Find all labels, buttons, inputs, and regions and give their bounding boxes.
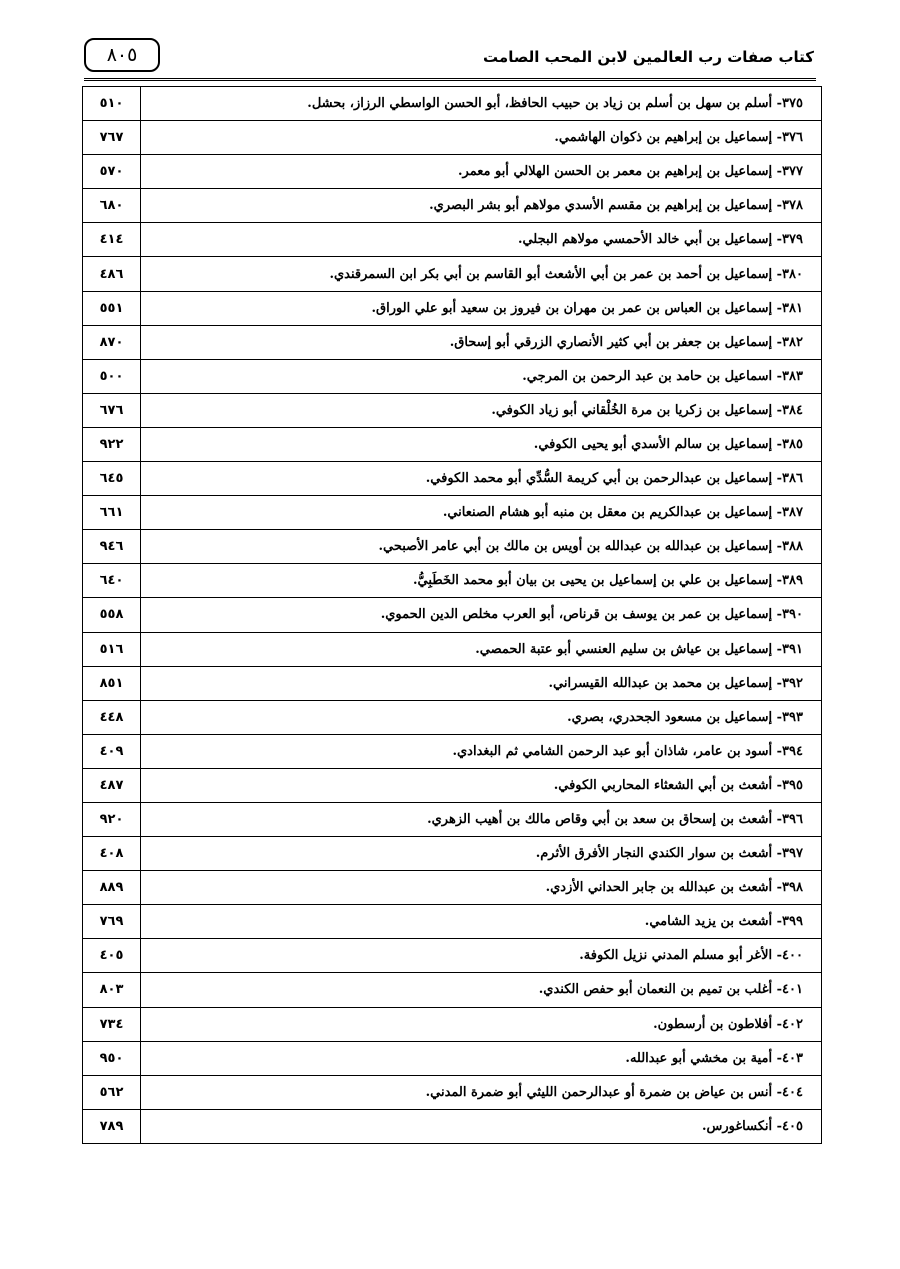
page-reference-cell: ٥٦٢ <box>83 1075 141 1109</box>
table-row <box>83 905 822 939</box>
table-row <box>83 1007 822 1041</box>
table-row <box>83 1041 822 1075</box>
entry-name-cell: ٣٧٨- إسماعيل بن إبراهيم بن مقسم الأسدي مولاهم أبو بشر البصري. <box>141 189 822 223</box>
page-reference-cell: ٩٤٦ <box>83 530 141 564</box>
page-reference-cell: ٩٥٠ <box>83 1041 141 1075</box>
page-reference-cell: ٨٥١ <box>83 666 141 700</box>
page-reference-cell: ٧٦٧ <box>83 121 141 155</box>
entry-name-cell: ٣٩٩- أشعث بن يزيد الشامي. <box>141 905 822 939</box>
book-title: كتاب صفات رب العالمين لابن المحب الصامت <box>483 48 814 66</box>
table-row <box>83 257 822 291</box>
page-reference-cell: ٥٧٠ <box>83 155 141 189</box>
page-reference-cell: ٤٨٧ <box>83 768 141 802</box>
entry-name-cell: ٣٩٣- إسماعيل بن مسعود الجحدري، بصري. <box>141 700 822 734</box>
table-row <box>83 189 822 223</box>
entry-name-cell: ٣٨٨- إسماعيل بن عبدالله بن عبدالله بن أويس بن مالك بن أبي عامر الأصبحي. <box>141 530 822 564</box>
entry-name-cell: ٣٩٤- أسود بن عامر، شاذان أبو عبد الرحمن الشامي ثم البغدادي. <box>141 734 822 768</box>
table-row <box>83 598 822 632</box>
table-row <box>83 632 822 666</box>
entry-name-cell: ٣٨٦- إسماعيل بن عبدالرحمن بن أبي كريمة السُّدِّي أبو محمد الكوفي. <box>141 462 822 496</box>
table-row <box>83 700 822 734</box>
page-reference-cell: ٧٣٤ <box>83 1007 141 1041</box>
entry-name-cell: ٤٠٢- أفلاطون بن أرسطون. <box>141 1007 822 1041</box>
entry-name-cell: ٤٠٥- أنكساغورس. <box>141 1109 822 1143</box>
entry-name-cell: ٤٠٠- الأغر أبو مسلم المدني نزيل الكوفة. <box>141 939 822 973</box>
table-row <box>83 802 822 836</box>
table-row <box>83 359 822 393</box>
table-row <box>83 666 822 700</box>
entry-name-cell: ٣٩٢- إسماعيل بن محمد بن عبدالله القيسراني. <box>141 666 822 700</box>
index-table <box>82 86 822 1144</box>
page-number: ٨٠٥ <box>84 38 160 72</box>
entry-name-cell: ٣٩٧- أشعث بن سوار الكندي النجار الأفرق الأثرم. <box>141 837 822 871</box>
page-header <box>84 38 816 80</box>
entry-name-cell: ٣٨٩- إسماعيل بن علي بن إسماعيل بن يحيى بن بيان أبو محمد الخَطَبِيُّ. <box>141 564 822 598</box>
page-reference-cell: ٦٦١ <box>83 496 141 530</box>
entry-name-cell: ٣٧٩- إسماعيل بن أبي خالد الأحمسي مولاهم البجلي. <box>141 223 822 257</box>
page-reference-cell: ٥٥٨ <box>83 598 141 632</box>
entry-name-cell: ٤٠٤- أنس بن عياض بن ضمرة أو عبدالرحمن الليثي أبو ضمرة المدني. <box>141 1075 822 1109</box>
table-row <box>83 393 822 427</box>
entry-name-cell: ٣٩٨- أشعث بن عبدالله بن جابر الحداني الأزدي. <box>141 871 822 905</box>
page-reference-cell: ٧٨٩ <box>83 1109 141 1143</box>
table-row <box>83 837 822 871</box>
page-reference-cell: ٨٧٠ <box>83 325 141 359</box>
entry-name-cell: ٣٧٥- أسلم بن سهل بن أسلم بن زياد بن حبيب الحافظ، أبو الحسن الواسطي الرزاز، بحشل. <box>141 87 822 121</box>
table-row <box>83 223 822 257</box>
index-table-body <box>83 87 822 1144</box>
table-row <box>83 871 822 905</box>
page-reference-cell: ٩٢٢ <box>83 427 141 461</box>
table-row <box>83 121 822 155</box>
table-row <box>83 325 822 359</box>
page-reference-cell: ٤١٤ <box>83 223 141 257</box>
table-row <box>83 496 822 530</box>
entry-name-cell: ٣٨٤- إسماعيل بن زكريا بن مرة الخُلْقاني أبو زياد الكوفي. <box>141 393 822 427</box>
table-row <box>83 939 822 973</box>
entry-name-cell: ٣٨٠- إسماعيل بن أحمد بن عمر بن أبي الأشعث أبو القاسم بن أبي بكر ابن السمرقندي. <box>141 257 822 291</box>
entry-name-cell: ٣٨٧- إسماعيل بن عبدالكريم بن معقل بن منبه أبو هشام الصنعاني. <box>141 496 822 530</box>
table-row <box>83 427 822 461</box>
entry-name-cell: ٣٨٣- اسماعيل بن حامد بن عبد الرحمن بن المرجي. <box>141 359 822 393</box>
page-reference-cell: ٦٧٦ <box>83 393 141 427</box>
entry-name-cell: ٣٧٦- إسماعيل بن إبراهيم بن ذكوان الهاشمي. <box>141 121 822 155</box>
table-row <box>83 87 822 121</box>
table-row <box>83 155 822 189</box>
page-reference-cell: ٦٤٥ <box>83 462 141 496</box>
page-reference-cell: ٤٠٨ <box>83 837 141 871</box>
table-row <box>83 768 822 802</box>
page-reference-cell: ٥١٦ <box>83 632 141 666</box>
entry-name-cell: ٣٨٢- إسماعيل بن جعفر بن أبي كثير الأنصاري الزرقي أبو إسحاق. <box>141 325 822 359</box>
table-row <box>83 462 822 496</box>
entry-name-cell: ٤٠٣- أمية بن مخشي أبو عبدالله. <box>141 1041 822 1075</box>
header-divider <box>84 78 816 81</box>
page-reference-cell: ٤٤٨ <box>83 700 141 734</box>
page-reference-cell: ٦٨٠ <box>83 189 141 223</box>
table-row <box>83 973 822 1007</box>
entry-name-cell: ٣٨٥- إسماعيل بن سالم الأسدي أبو يحيى الكوفي. <box>141 427 822 461</box>
page-reference-cell: ٥٠٠ <box>83 359 141 393</box>
table-row <box>83 1075 822 1109</box>
table-row <box>83 564 822 598</box>
page-reference-cell: ٤٠٩ <box>83 734 141 768</box>
page-reference-cell: ٦٤٠ <box>83 564 141 598</box>
entry-name-cell: ٤٠١- أغلب بن تميم بن النعمان أبو حفص الكندي. <box>141 973 822 1007</box>
entry-name-cell: ٣٩٥- أشعث بن أبي الشعثاء المحاربي الكوفي. <box>141 768 822 802</box>
page-reference-cell: ٥٥١ <box>83 291 141 325</box>
page-reference-cell: ٩٢٠ <box>83 802 141 836</box>
page-reference-cell: ٤٨٦ <box>83 257 141 291</box>
page-reference-cell: ٤٠٥ <box>83 939 141 973</box>
page-reference-cell: ٥١٠ <box>83 87 141 121</box>
page-reference-cell: ٨٨٩ <box>83 871 141 905</box>
table-row <box>83 291 822 325</box>
entry-name-cell: ٣٩٦- أشعث بن إسحاق بن سعد بن أبي وقاص مالك بن أهيب الزهري. <box>141 802 822 836</box>
entry-name-cell: ٣٧٧- إسماعيل بن إبراهيم بن معمر بن الحسن الهلالي أبو معمر. <box>141 155 822 189</box>
entry-name-cell: ٣٩٠- إسماعيل بن عمر بن يوسف بن قرناص، أبو العرب مخلص الدين الحموي. <box>141 598 822 632</box>
table-row <box>83 734 822 768</box>
table-row <box>83 530 822 564</box>
page-reference-cell: ٧٦٩ <box>83 905 141 939</box>
page-reference-cell: ٨٠٣ <box>83 973 141 1007</box>
table-row <box>83 1109 822 1143</box>
entry-name-cell: ٣٩١- إسماعيل بن عياش بن سليم العنسي أبو عتبة الحمصي. <box>141 632 822 666</box>
entry-name-cell: ٣٨١- إسماعيل بن العباس بن عمر بن مهران بن فيروز بن سعيد أبو علي الوراق. <box>141 291 822 325</box>
